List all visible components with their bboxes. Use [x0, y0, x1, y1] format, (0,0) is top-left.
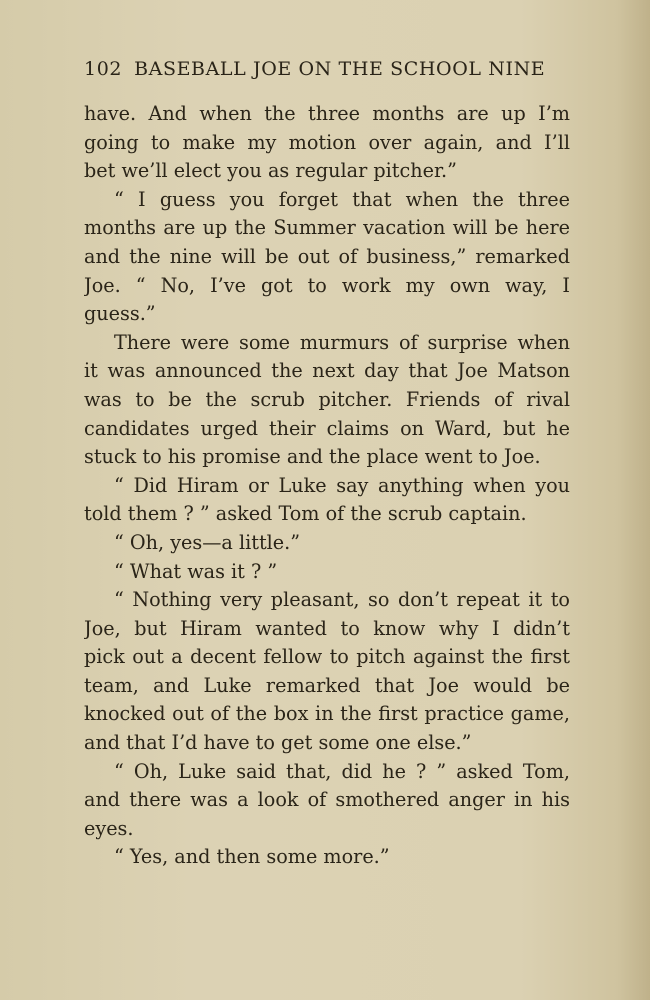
text-line: was to be the scrub pitcher. Friends of rival: [84, 387, 570, 411]
text-line: eyes.: [84, 816, 134, 840]
text-line: and there was a look of smothered anger in his: [84, 788, 570, 812]
text-line: knocked out of the box in the first practice game,: [84, 702, 570, 726]
text-line: “ Oh, Luke said that, did he ? ” asked Tom,: [114, 759, 570, 783]
text-line: and that I’d have to get some one else.”: [84, 731, 472, 755]
text-line: have. And when the three months are up I’m: [84, 102, 570, 125]
text-line: “ Did Hiram or Luke say anything when you: [114, 473, 570, 497]
text-line: stuck to his promise and the place went to Joe.: [84, 445, 541, 469]
text-line: pick out a decent fellow to pitch against the first: [84, 645, 570, 669]
text-line: Joe. “ No, I’ve got to work my own way, I: [84, 273, 570, 297]
text-line: “ What was it ? ”: [114, 559, 278, 583]
running-head: [84, 58, 568, 80]
text-line: guess.”: [84, 302, 156, 326]
text-line: and the nine will be out of business,” remarked: [84, 244, 570, 268]
text-line: months are up the Summer vacation will be here: [84, 216, 570, 240]
text-line: “ I guess you forget that when the three: [114, 187, 570, 211]
text-line: bet we’ll elect you as regular pitcher.”: [84, 159, 457, 183]
text-line: “ Oh, yes—a little.”: [114, 530, 301, 554]
text-line: team, and Luke remarked that Joe would be: [84, 673, 570, 697]
text-line: it was announced the next day that Joe Matson: [84, 359, 570, 383]
text-line: “ Yes, and then some more.”: [114, 845, 390, 869]
text-line: Joe, but Hiram wanted to know why I didn’t: [84, 616, 570, 640]
page-number: 102: [84, 58, 123, 80]
running-head-title: BASEBALL JOE ON THE SCHOOL NINE: [134, 58, 546, 80]
text-line: “ Nothing very pleasant, so don’t repeat it to: [114, 588, 570, 612]
text-line: candidates urged their claims on Ward, but he: [84, 416, 570, 440]
body-text: [84, 100, 570, 872]
text-line: going to make my motion over again, and I’ll: [84, 130, 570, 154]
text-line: told them ? ” asked Tom of the scrub captain.: [84, 502, 527, 526]
text-line: There were some murmurs of surprise when: [114, 330, 570, 354]
